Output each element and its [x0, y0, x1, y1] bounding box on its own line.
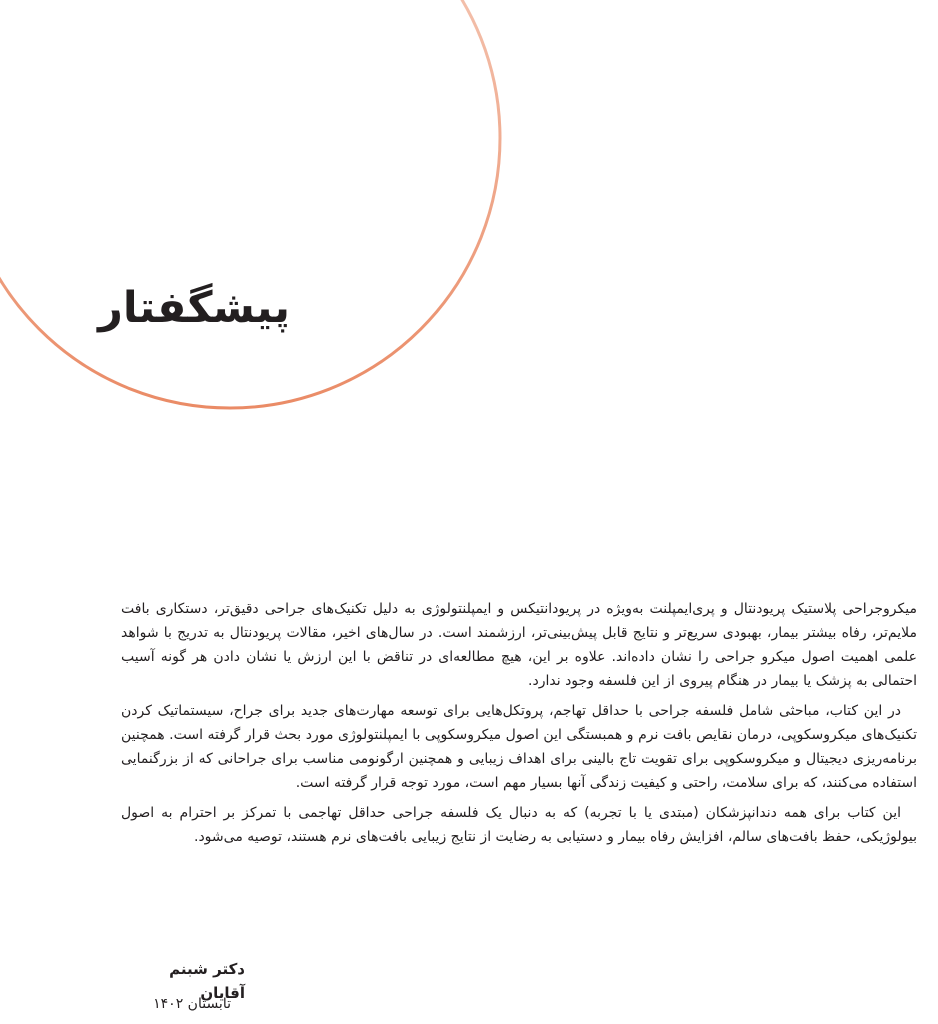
paragraph-1: میکروجراحی پلاستیک پریودنتال و پری‌ایمپلنت به‌ویژه در پریودانتیکس و ایمپلنتولوژی به دلیل تکنیک‌های جراحی دقیق‌تر، دستکاری بافت ملایم‌تر، رفاه بیشتر بیمار، بهبودی سریع‌تر و نتایج قابل پیش‌بینی‌تر، ارزشمند است. در سال‌های اخیر، مقالات پریودنتال به تدریج با شواهد علمی اهمیت اصول میکرو جراحی را نشان داده‌اند. علاوه بر این، هیچ مطالعه‌ای در تناقض با این ارزش یا نشان دادن هر گونه آسیب احتمالی به پزشک یا بیمار در هنگام پیروی از این فلسفه وجود ندارد.	[121, 601, 917, 689]
paragraph-2: در این کتاب، مباحثی شامل فلسفه جراحی با حداقل تهاجم، پروتکل‌هایی برای توسعه مهارت‌های جدید برای جراح، سیستماتیک کردن تکنیک‌های میکروسکوپی، درمان نقایص بافت نرم و همبستگی این اصول میکروسکوپی با ایمپلنتولوژی مورد بحث قرار گرفته است. همچنین برنامه‌ریزی دیجیتال و میکروسکوپی برای تقویت تاج بالینی برای اهداف زیبایی و همچنین ارگونومی مناسب برای جراحانی که از بزرگنمایی استفاده می‌کنند، که برای سلامت، راحتی و کیفیت زندگی آنها بسیار مهم است، مورد توجه قرار گرفته است.	[121, 703, 917, 791]
author-name: دکتر شبنم آقایان	[169, 960, 245, 1002]
decorative-circle-ring	[0, 0, 500, 408]
signature-date: تابستان ۱۴۰۲	[153, 996, 231, 1012]
page-title: پیشگفتار	[98, 283, 290, 333]
preface-body	[121, 597, 917, 855]
paragraph-3: این کتاب برای همه دندانپزشکان (مبتدی یا با تجربه) که به دنبال یک فلسفه جراحی حداقل تهاجمی با تمرکز بر احترام به اصول بیولوژیکی، حفظ بافت‌های سالم، افزایش رفاه بیمار و دستیابی به رضایت از نتایج زیبایی بافت‌های نرم هستند، توصیه می‌شود.	[121, 805, 917, 845]
